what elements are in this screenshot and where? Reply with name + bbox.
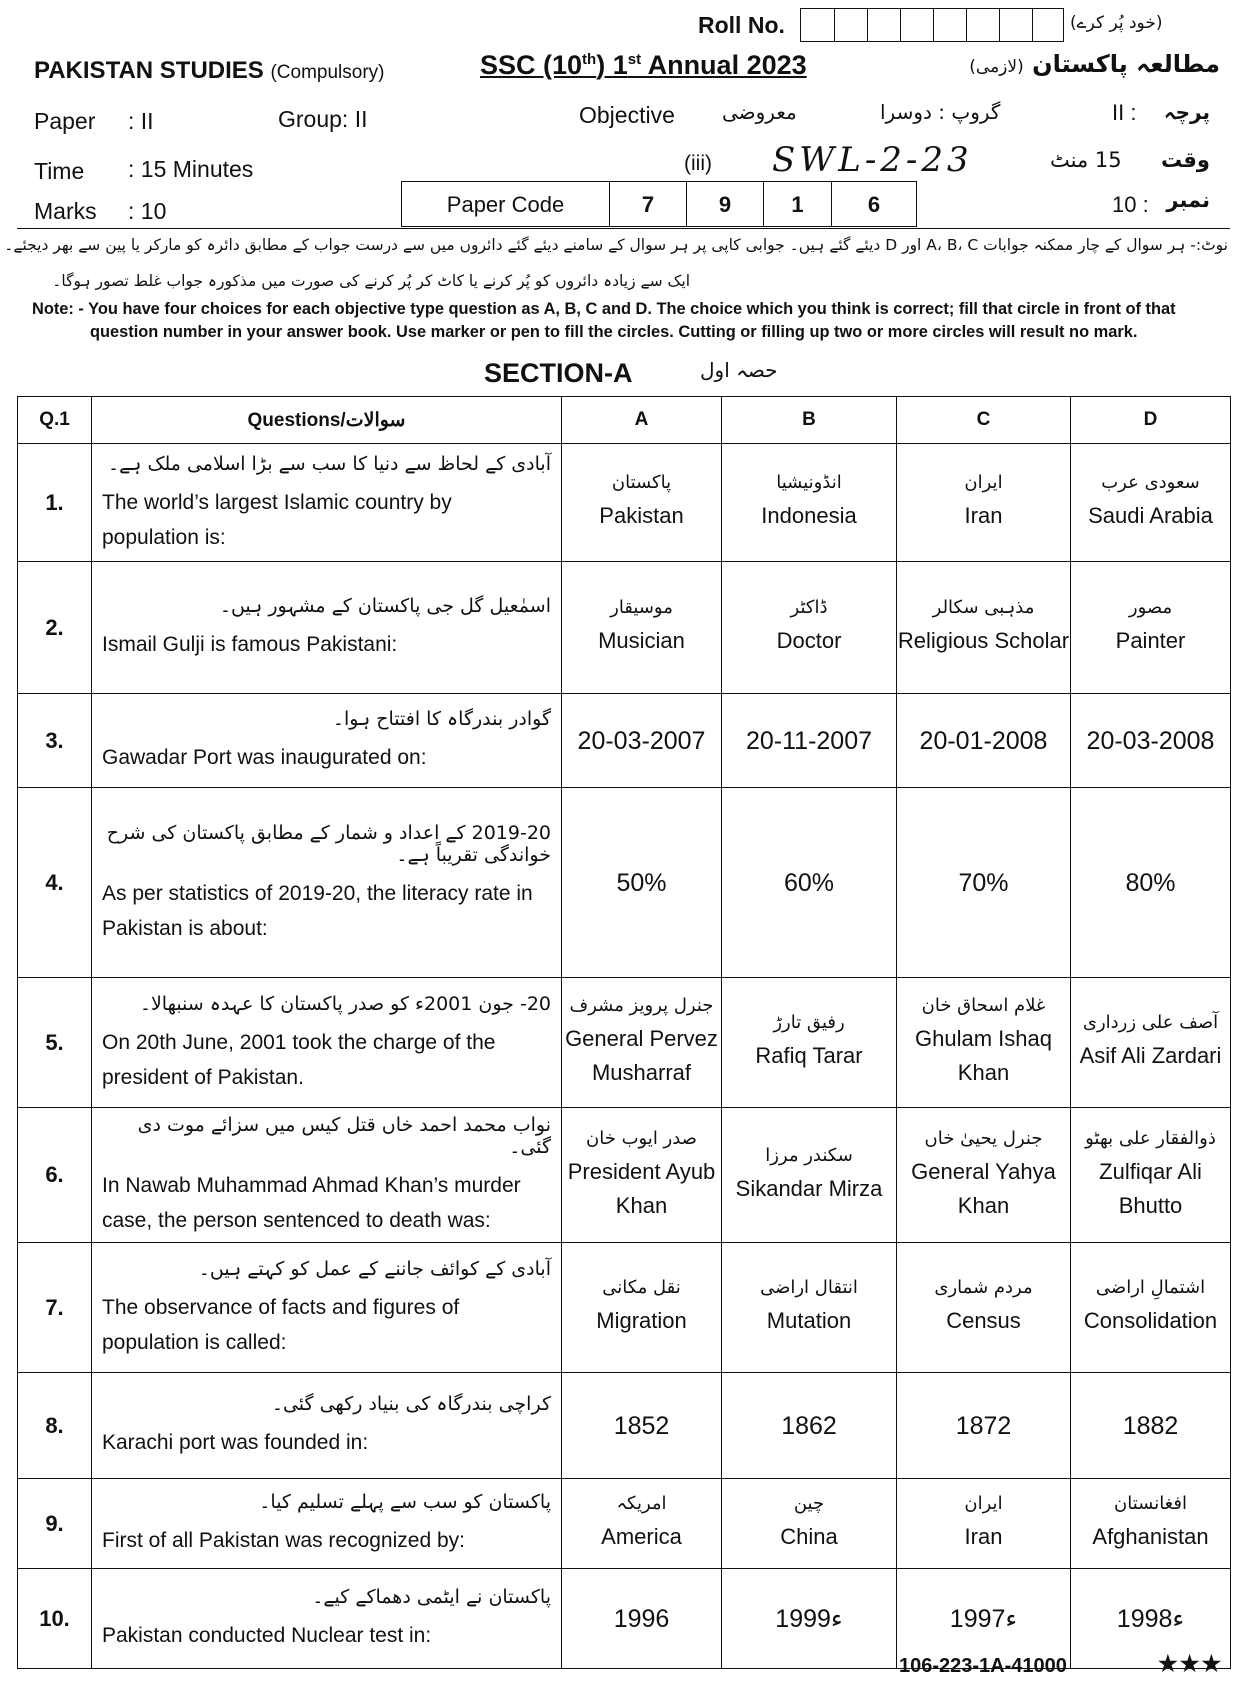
option-c-text: Iran bbox=[964, 1524, 1003, 1549]
question-number: 7. bbox=[18, 1243, 92, 1373]
table-row bbox=[18, 978, 1231, 1108]
table-row bbox=[18, 444, 1231, 562]
paper-code-digit: 1 bbox=[764, 182, 832, 226]
question-urdu: گوادر بندرگاہ کا افتتاح ہوا۔ bbox=[332, 708, 551, 730]
option-a[interactable] bbox=[562, 1108, 722, 1243]
section-title: SECTION-A bbox=[484, 358, 633, 388]
question-cell bbox=[92, 978, 562, 1108]
option-b[interactable] bbox=[722, 562, 897, 694]
option-b[interactable] bbox=[722, 978, 897, 1108]
question-cell bbox=[92, 444, 562, 562]
paper-label: Paper bbox=[34, 108, 96, 134]
option-d-urdu: اشتمالِ اراضی bbox=[1095, 1277, 1206, 1298]
header-q: Q.1 bbox=[18, 397, 92, 444]
paper-code-box bbox=[401, 181, 917, 227]
question-english: As per statistics of 2019-20, the literacy rate in Pakistan is about: bbox=[102, 881, 533, 940]
option-a[interactable] bbox=[562, 1479, 722, 1569]
table-header-row bbox=[18, 397, 1231, 444]
option-b[interactable] bbox=[722, 1243, 897, 1373]
header-divider bbox=[17, 228, 1230, 229]
option-c-urdu: غلام اسحاق خان bbox=[921, 995, 1046, 1016]
option-d[interactable] bbox=[1071, 562, 1231, 694]
option-d-text: 1882 bbox=[1122, 1411, 1179, 1440]
question-english: In Nawab Muhammad Ahmad Khan’s murder case, the person sentenced to death was: bbox=[102, 1174, 521, 1232]
option-b-text: Rafiq Tarar bbox=[755, 1043, 863, 1068]
question-number: 10. bbox=[18, 1569, 92, 1669]
option-c[interactable] bbox=[897, 694, 1071, 788]
option-d-urdu: آصف علی زرداری bbox=[1082, 1012, 1219, 1033]
option-c-text: 20-01-2008 bbox=[919, 726, 1048, 755]
question-number: 6. bbox=[18, 1108, 92, 1243]
table-row bbox=[18, 788, 1231, 978]
exam-title-sup: th bbox=[582, 51, 597, 68]
paper-value: : II bbox=[128, 108, 154, 134]
option-b[interactable] bbox=[722, 694, 897, 788]
question-number: 3. bbox=[18, 694, 92, 788]
option-a[interactable] bbox=[562, 444, 722, 562]
option-b-text: Indonesia bbox=[761, 503, 857, 528]
question-cell bbox=[92, 1243, 562, 1373]
option-c-urdu: مذہبی سکالر bbox=[932, 597, 1035, 618]
option-b-text: Sikandar Mirza bbox=[735, 1175, 883, 1201]
option-d[interactable] bbox=[1071, 1479, 1231, 1569]
option-d[interactable] bbox=[1071, 1243, 1231, 1373]
note-english-line-2: question number in your answer book. Use marker or pen to fill the circles. Cutting or filling up two or more circles will result no mark. bbox=[90, 323, 1138, 341]
option-d-text: Consolidation bbox=[1083, 1308, 1218, 1333]
option-d-urdu: افغانستان bbox=[1114, 1493, 1187, 1514]
section-title-urdu: حصہ اول bbox=[700, 358, 778, 382]
option-c-text: 1997ء bbox=[949, 1604, 1018, 1633]
option-b-urdu: چین bbox=[793, 1493, 825, 1514]
option-d[interactable] bbox=[1071, 1108, 1231, 1243]
option-b-text: 60% bbox=[783, 868, 835, 897]
option-c[interactable] bbox=[897, 788, 1071, 978]
option-a[interactable] bbox=[562, 694, 722, 788]
question-urdu: کراچی بندرگاہ کی بنیاد رکھی گئی۔ bbox=[271, 1393, 551, 1415]
option-b-urdu: سکندر مرزا bbox=[765, 1144, 853, 1166]
option-c-text: General Yahya Khan bbox=[911, 1158, 1056, 1218]
option-a-text: 50% bbox=[616, 868, 667, 897]
option-c-urdu: مردم شماری bbox=[934, 1277, 1033, 1298]
option-c-urdu: ایران bbox=[964, 1493, 1003, 1514]
option-c-text: Iran bbox=[964, 503, 1003, 528]
option-d[interactable] bbox=[1071, 694, 1231, 788]
option-c[interactable] bbox=[897, 1373, 1071, 1479]
option-a-urdu: نقل مکانی bbox=[602, 1277, 681, 1298]
subject-ur-note: (لازمی) bbox=[969, 57, 1024, 77]
option-d-urdu: ذوالفقار علی بھٹو bbox=[1085, 1127, 1216, 1149]
option-c-text: Ghulam Ishaq Khan bbox=[915, 1026, 1052, 1085]
option-c-text: 70% bbox=[958, 868, 1009, 897]
table-row bbox=[18, 1569, 1231, 1669]
question-urdu: پاکستان نے ایٹمی دھماکے کیے۔ bbox=[312, 1586, 551, 1608]
option-a[interactable] bbox=[562, 978, 722, 1108]
exam-title-sup2: st bbox=[627, 51, 642, 68]
time-value: : 15 Minutes bbox=[128, 156, 254, 182]
option-d[interactable] bbox=[1071, 788, 1231, 978]
marks-value: : 10 bbox=[128, 198, 167, 224]
option-c[interactable] bbox=[897, 562, 1071, 694]
header-option-a: A bbox=[562, 397, 722, 444]
question-urdu: آبادی کے کوائف جاننے کے عمل کو کہتے ہیں۔ bbox=[198, 1257, 551, 1280]
question-number: 2. bbox=[18, 562, 92, 694]
subject-title bbox=[34, 57, 385, 85]
question-cell bbox=[92, 1569, 562, 1669]
group-label: Group: II bbox=[278, 106, 368, 132]
question-english: On 20th June, 2001 took the charge of the president of Pakistan. bbox=[102, 1030, 496, 1089]
questions-table bbox=[17, 396, 1231, 1669]
question-cell bbox=[92, 788, 562, 978]
table-row bbox=[18, 1479, 1231, 1569]
header-option-d: D bbox=[1071, 397, 1231, 444]
question-number: 9. bbox=[18, 1479, 92, 1569]
option-b[interactable] bbox=[722, 444, 897, 562]
marks-label: Marks bbox=[34, 198, 97, 224]
question-urdu: آبادی کے لحاظ سے دنیا کا سب سے بڑا اسلامی ملک ہے۔ bbox=[108, 452, 551, 475]
option-b-urdu: رفیق تارڑ bbox=[773, 1012, 845, 1033]
question-english: Gawadar Port was inaugurated on: bbox=[102, 746, 427, 769]
option-d-text: Afghanistan bbox=[1092, 1524, 1209, 1549]
iii-label: (iii) bbox=[684, 152, 712, 175]
option-b-text: 20-11-2007 bbox=[745, 726, 873, 755]
option-d-text: 80% bbox=[1125, 868, 1176, 897]
option-c[interactable] bbox=[897, 1479, 1071, 1569]
question-number: 1. bbox=[18, 444, 92, 562]
table-row bbox=[18, 1243, 1231, 1373]
option-d[interactable] bbox=[1071, 978, 1231, 1108]
table-row bbox=[18, 1373, 1231, 1479]
option-d-text: Zulfiqar Ali Bhutto bbox=[1099, 1158, 1202, 1218]
paper-urdu-value: II : bbox=[1112, 100, 1137, 125]
question-english: Pakistan conducted Nuclear test in: bbox=[102, 1624, 432, 1647]
objective-urdu: معروضی bbox=[722, 100, 797, 124]
option-b-urdu: انتقال اراضی bbox=[760, 1277, 858, 1298]
paper-code-digit: 7 bbox=[610, 182, 687, 226]
group-urdu: گروپ : دوسرا bbox=[880, 100, 1001, 124]
option-c-text: Census bbox=[946, 1308, 1021, 1333]
note-urdu-line-2: ایک سے زیادہ دائروں کو پُر کرنے یا کاٹ کر پُر کرنے کی صورت میں مذکورہ جواب غلط تصور ہوگا۔ bbox=[52, 272, 690, 290]
option-d[interactable] bbox=[1071, 1373, 1231, 1479]
paper-code-digit: 9 bbox=[687, 182, 764, 226]
subject-title-note: (Compulsory) bbox=[270, 62, 385, 83]
question-urdu: 20- جون 2001ء کو صدر پاکستان کا عہدہ سنبھالا۔ bbox=[139, 992, 551, 1015]
option-a-text: General Pervez Musharraf bbox=[565, 1026, 718, 1085]
question-cell bbox=[92, 1479, 562, 1569]
exam-title bbox=[480, 50, 807, 81]
question-urdu: نواب محمد احمد خاں قتل کیس میں سزائے موت دی گئی۔ bbox=[137, 1114, 551, 1158]
option-c-text: Religious Scholar bbox=[897, 628, 1070, 653]
option-c[interactable] bbox=[897, 1243, 1071, 1373]
option-a[interactable] bbox=[562, 1373, 722, 1479]
option-a[interactable] bbox=[562, 788, 722, 978]
option-a-text: 1852 bbox=[613, 1411, 670, 1440]
question-cell bbox=[92, 1373, 562, 1479]
time-urdu-value: 15 منٹ bbox=[1050, 148, 1122, 172]
option-c-urdu: جنرل یحییٰ خاں bbox=[924, 1127, 1043, 1149]
question-number: 4. bbox=[18, 788, 92, 978]
marks-urdu-value: 10 : bbox=[1112, 192, 1149, 217]
option-a-text: 1996 bbox=[613, 1604, 670, 1633]
option-b[interactable] bbox=[722, 1569, 897, 1669]
note-urdu-line-1: نوٹ:- ہر سوال کے چار ممکنہ جوابات A، B، C اور D دیئے گئے ہیں۔ جوابی کاپی پر ہر سوال کے سامنے دیئے گئے دائروں میں سے درست جواب کے مطابق دائرہ کو مارکر یا پین سے بھر دیجئے۔ bbox=[4, 236, 1228, 254]
roll-no-label: Roll No. bbox=[698, 12, 785, 38]
question-english: The world’s largest Islamic country by population is: bbox=[102, 490, 452, 549]
option-c-urdu: ایران bbox=[964, 472, 1003, 493]
exam-title-b: ) 1 bbox=[596, 50, 628, 80]
option-d-text: 1998ء bbox=[1116, 1604, 1185, 1633]
header-option-b: B bbox=[722, 397, 897, 444]
roll-no-boxes[interactable] bbox=[800, 8, 1064, 42]
option-a-urdu: امریکہ bbox=[616, 1493, 667, 1514]
question-english: First of all Pakistan was recognized by: bbox=[102, 1529, 465, 1552]
exam-title-a: SSC (10 bbox=[480, 50, 583, 80]
option-b-urdu: انڈونیشیا bbox=[776, 472, 842, 493]
option-d-text: Painter bbox=[1115, 628, 1186, 653]
option-b[interactable] bbox=[722, 1373, 897, 1479]
option-d-text: Asif Ali Zardari bbox=[1079, 1043, 1222, 1068]
paper-code-label: Paper Code bbox=[402, 182, 610, 226]
option-a-text: Musician bbox=[598, 628, 685, 653]
option-a-text: Pakistan bbox=[599, 503, 684, 528]
table-row bbox=[18, 562, 1231, 694]
header-questions: Questions/سوالات bbox=[92, 397, 562, 444]
question-english: The observance of facts and figures of population is called: bbox=[102, 1295, 460, 1354]
option-a[interactable] bbox=[562, 1569, 722, 1669]
option-a[interactable] bbox=[562, 562, 722, 694]
question-cell bbox=[92, 1108, 562, 1243]
roll-no-urdu-note: (خود پُر کرے) bbox=[1070, 13, 1163, 33]
option-a-text: President Ayub Khan bbox=[567, 1158, 716, 1218]
option-a-text: 20-03-2007 bbox=[577, 726, 706, 755]
question-number: 5. bbox=[18, 978, 92, 1108]
question-urdu: پاکستان کو سب سے پہلے تسلیم کیا۔ bbox=[259, 1491, 551, 1513]
subject-ur-text: مطالعہ پاکستان bbox=[1032, 50, 1220, 78]
marks-urdu-label: نمبر bbox=[1166, 188, 1210, 212]
table-row bbox=[18, 694, 1231, 788]
option-c[interactable] bbox=[897, 1569, 1071, 1669]
option-d-urdu: مصور bbox=[1128, 597, 1173, 618]
subject-title-text: PAKISTAN STUDIES bbox=[34, 57, 264, 84]
option-b-text: Doctor bbox=[776, 628, 842, 653]
objective-label: Objective bbox=[579, 102, 675, 128]
handwritten-code: SWL-2-23 bbox=[772, 140, 973, 180]
option-b-text: Mutation bbox=[766, 1308, 852, 1333]
option-b[interactable] bbox=[722, 788, 897, 978]
option-b-text: 1999ء bbox=[775, 1604, 843, 1633]
option-d[interactable] bbox=[1071, 444, 1231, 562]
table-row bbox=[18, 1108, 1231, 1243]
option-c[interactable] bbox=[897, 1108, 1071, 1243]
question-number: 8. bbox=[18, 1373, 92, 1479]
footer-code: 106-223-1A-41000 bbox=[899, 1655, 1067, 1677]
option-d-text: Saudi Arabia bbox=[1088, 503, 1213, 528]
option-d-urdu: سعودی عرب bbox=[1101, 472, 1200, 493]
paper-urdu-label: پرچہ bbox=[1163, 100, 1210, 124]
option-a-text: Migration bbox=[596, 1308, 687, 1333]
option-a-urdu: موسیقار bbox=[610, 597, 673, 618]
option-c[interactable] bbox=[897, 444, 1071, 562]
option-c-text: 1872 bbox=[955, 1411, 1012, 1440]
paper-code-digit: 6 bbox=[867, 192, 881, 217]
header-option-c: C bbox=[897, 397, 1071, 444]
exam-title-c: Annual 2023 bbox=[641, 50, 807, 80]
option-b[interactable] bbox=[722, 1108, 897, 1243]
question-english: Ismail Gulji is famous Pakistani: bbox=[102, 633, 398, 656]
question-cell bbox=[92, 694, 562, 788]
question-urdu: 2019-20 کے اعداد و شمار کے مطابق پاکستان کی شرح خواندگی تقریباً ہے۔ bbox=[106, 821, 551, 866]
question-cell bbox=[92, 562, 562, 694]
question-english: Karachi port was founded in: bbox=[102, 1431, 369, 1454]
option-b-text: China bbox=[780, 1524, 838, 1549]
option-b-text: 1862 bbox=[781, 1411, 837, 1440]
option-a[interactable] bbox=[562, 1243, 722, 1373]
time-label: Time bbox=[34, 158, 85, 184]
option-b[interactable] bbox=[722, 1479, 897, 1569]
subject-title-urdu bbox=[969, 50, 1220, 78]
option-a-urdu: صدر ایوب خان bbox=[586, 1127, 697, 1149]
note-english-line-1: Note: - You have four choices for each objective type question as A, B, C and D. The choice which you think is correct; fill that circle in front of that bbox=[32, 300, 1176, 318]
option-a-text: America bbox=[601, 1524, 682, 1549]
option-b-urdu: ڈاکٹر bbox=[790, 597, 828, 618]
time-urdu-label: وقت bbox=[1160, 148, 1210, 172]
option-a-urdu: پاکستان bbox=[611, 472, 672, 493]
option-d-text: 20-03-2008 bbox=[1086, 726, 1215, 755]
question-urdu: اسمٰعیل گل جی پاکستان کے مشہور ہیں۔ bbox=[219, 595, 551, 617]
footer-stars: ★★★ bbox=[1158, 1651, 1224, 1676]
option-c[interactable] bbox=[897, 978, 1071, 1108]
option-a-urdu: جنرل پرویز مشرف bbox=[569, 995, 714, 1016]
